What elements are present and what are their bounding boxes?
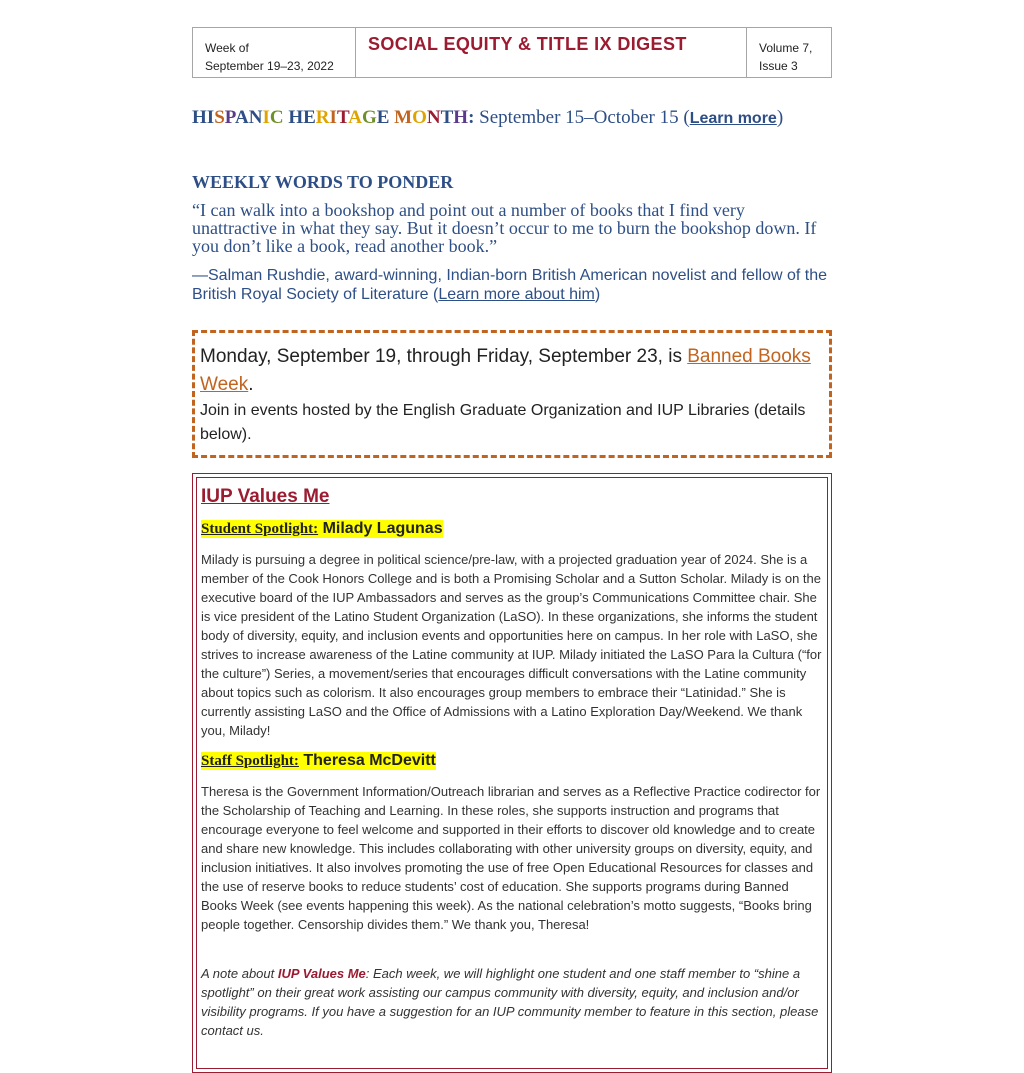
iup-values-me-title: IUP Values Me	[201, 486, 330, 507]
heritage-letter: T	[440, 107, 454, 128]
heritage-letter: S	[214, 107, 225, 128]
heritage-letter: E	[376, 107, 390, 128]
heritage-letter: N	[248, 107, 263, 128]
banned-books-week-link[interactable]: Banned Books Week	[200, 346, 811, 395]
masthead-title-cell	[356, 28, 747, 77]
staff-spotlight-text: Theresa is the Government Information/Outreach librarian and serves as a Reflective Practice codirector for the Scholarship of Teaching and Learning. In these roles, she supports instruction and programs that encourage everyone to feel welcome and supported in their efforts to discover old knowledge and to create and share new knowledge. This includes collaborating with other university groups on diversity, equity, and inclusion initiatives. It also involves promoting the use of free Open Educational Resources for classes and the use of reserve books to reduce students’ cost of education. She supports programs during Banned Books Week (see events happening this week). As the national celebration’s motto suggests, “Books bring people together. Censorship divides them.” We thank you, Theresa!	[201, 784, 821, 932]
student-spotlight-heading	[201, 520, 443, 538]
heritage-learn-more-link[interactable]: Learn more	[689, 110, 777, 127]
heritage-letter: T	[336, 107, 349, 128]
note-text: : Each week, we will highlight one student and one staff member to “shine a spotlight” on their great work assisting our campus community with diversity, equity, and inclusion and/or visibility programs. If you have a suggestion for an IUP community member to feature in this section, please contact us.	[201, 966, 819, 1038]
heritage-month-heading	[192, 107, 474, 128]
heritage-letter: H	[453, 107, 469, 128]
banned-books-week-announcement	[200, 343, 824, 399]
note-lead: A note about	[201, 966, 278, 981]
staff-spotlight-label: Staff Spotlight:	[201, 753, 299, 769]
heritage-letter: H	[288, 107, 304, 128]
heritage-letter: :	[468, 107, 475, 128]
iup-values-me-note	[201, 964, 823, 1040]
heritage-letter: N	[426, 107, 441, 128]
banned-books-week-details: Join in events hosted by the English Graduate Organization and IUP Libraries (details below).	[200, 402, 806, 443]
banned-books-week-box	[192, 330, 832, 458]
newsletter-title: SOCIAL EQUITY & TITLE IX DIGEST	[368, 34, 687, 54]
iup-values-me-box	[192, 473, 832, 1073]
banned-books-period: .	[248, 374, 254, 395]
heritage-letter: H	[192, 107, 207, 128]
heritage-letter: O	[412, 107, 427, 128]
student-spotlight-label: Student Spotlight:	[201, 521, 319, 537]
banned-books-lead: Monday, September 19, through Friday, September 23, is	[200, 346, 688, 367]
week-label: Week of	[205, 41, 249, 55]
masthead-week	[193, 28, 356, 77]
student-spotlight-name: Milady Lagunas	[318, 520, 443, 537]
student-spotlight-text: Milady is pursuing a degree in political science/pre-law, with a projected graduation year of 2024. She is a member of the Cook Honors College and is both a Promising Scholar and a Sutton Scholar. Milady is on the executive board of the IUP Ambassadors and serves as the group’s Communications Committee chair. She is vice president of the Latino Student Organization (LaSO). In these organizations, she informs the student body of diversity, equity, and inclusion events and opportunities here on campus. In her role with LaSO, she strives to increase awareness of the Latine community at IUP. Milady initiated the LaSO Para la Cultura (“for the culture”) Series, a movement/series that encourages difficult conversations with the Latine community about topics such as colorism. It also encourages group members to embrace their “Latinidad.” She is currently assisting LaSO and the Office of Admissions with a Latino Exploration Day/Weekend. We thank you, Milady!	[201, 552, 822, 738]
heritage-letter: R	[315, 107, 330, 128]
quote-attribution	[192, 266, 837, 304]
heritage-letter: A	[348, 107, 362, 128]
week-dates: September 19–23, 2022	[205, 59, 334, 73]
masthead-issue	[747, 28, 831, 77]
heritage-close-paren: )	[776, 107, 784, 128]
heritage-letter: A	[234, 107, 249, 128]
heritage-letter: G	[361, 107, 377, 128]
issue-label: Issue 3	[759, 59, 798, 73]
words-to-ponder-quote: “I can walk into a bookshop and point out a number of books that I find very unattractive in what they say. But it doesn’t occur to me to burn the bookshop down. If you don’t like a book, read another book.”	[192, 200, 817, 256]
attribution-text: —Salman Rushdie, award-winning, Indian-born British American novelist and fellow of the British Royal Society of Literature (	[192, 267, 827, 303]
learn-more-about-him-link[interactable]: Learn more about him	[438, 286, 595, 303]
heritage-letter: M	[394, 107, 413, 128]
iup-values-me-inner	[196, 477, 828, 1069]
heritage-letter: E	[303, 107, 316, 128]
heritage-month-dates: September 15–October 15 (	[474, 107, 690, 128]
heritage-letter: C	[269, 107, 284, 128]
note-program-name: IUP Values Me	[277, 966, 366, 981]
masthead-table	[192, 27, 832, 78]
heritage-letter: P	[224, 107, 235, 128]
staff-spotlight-name: Theresa McDevitt	[298, 752, 436, 769]
attribution-close-paren: )	[594, 286, 601, 303]
heritage-letter: I	[329, 107, 337, 128]
volume-label: Volume 7,	[759, 41, 813, 55]
heritage-letter: I	[262, 107, 270, 128]
heritage-letter: I	[206, 107, 215, 128]
staff-spotlight-heading	[201, 752, 436, 770]
heritage-month-line	[192, 107, 783, 129]
words-to-ponder-heading: WEEKLY WORDS TO PONDER	[192, 172, 454, 192]
